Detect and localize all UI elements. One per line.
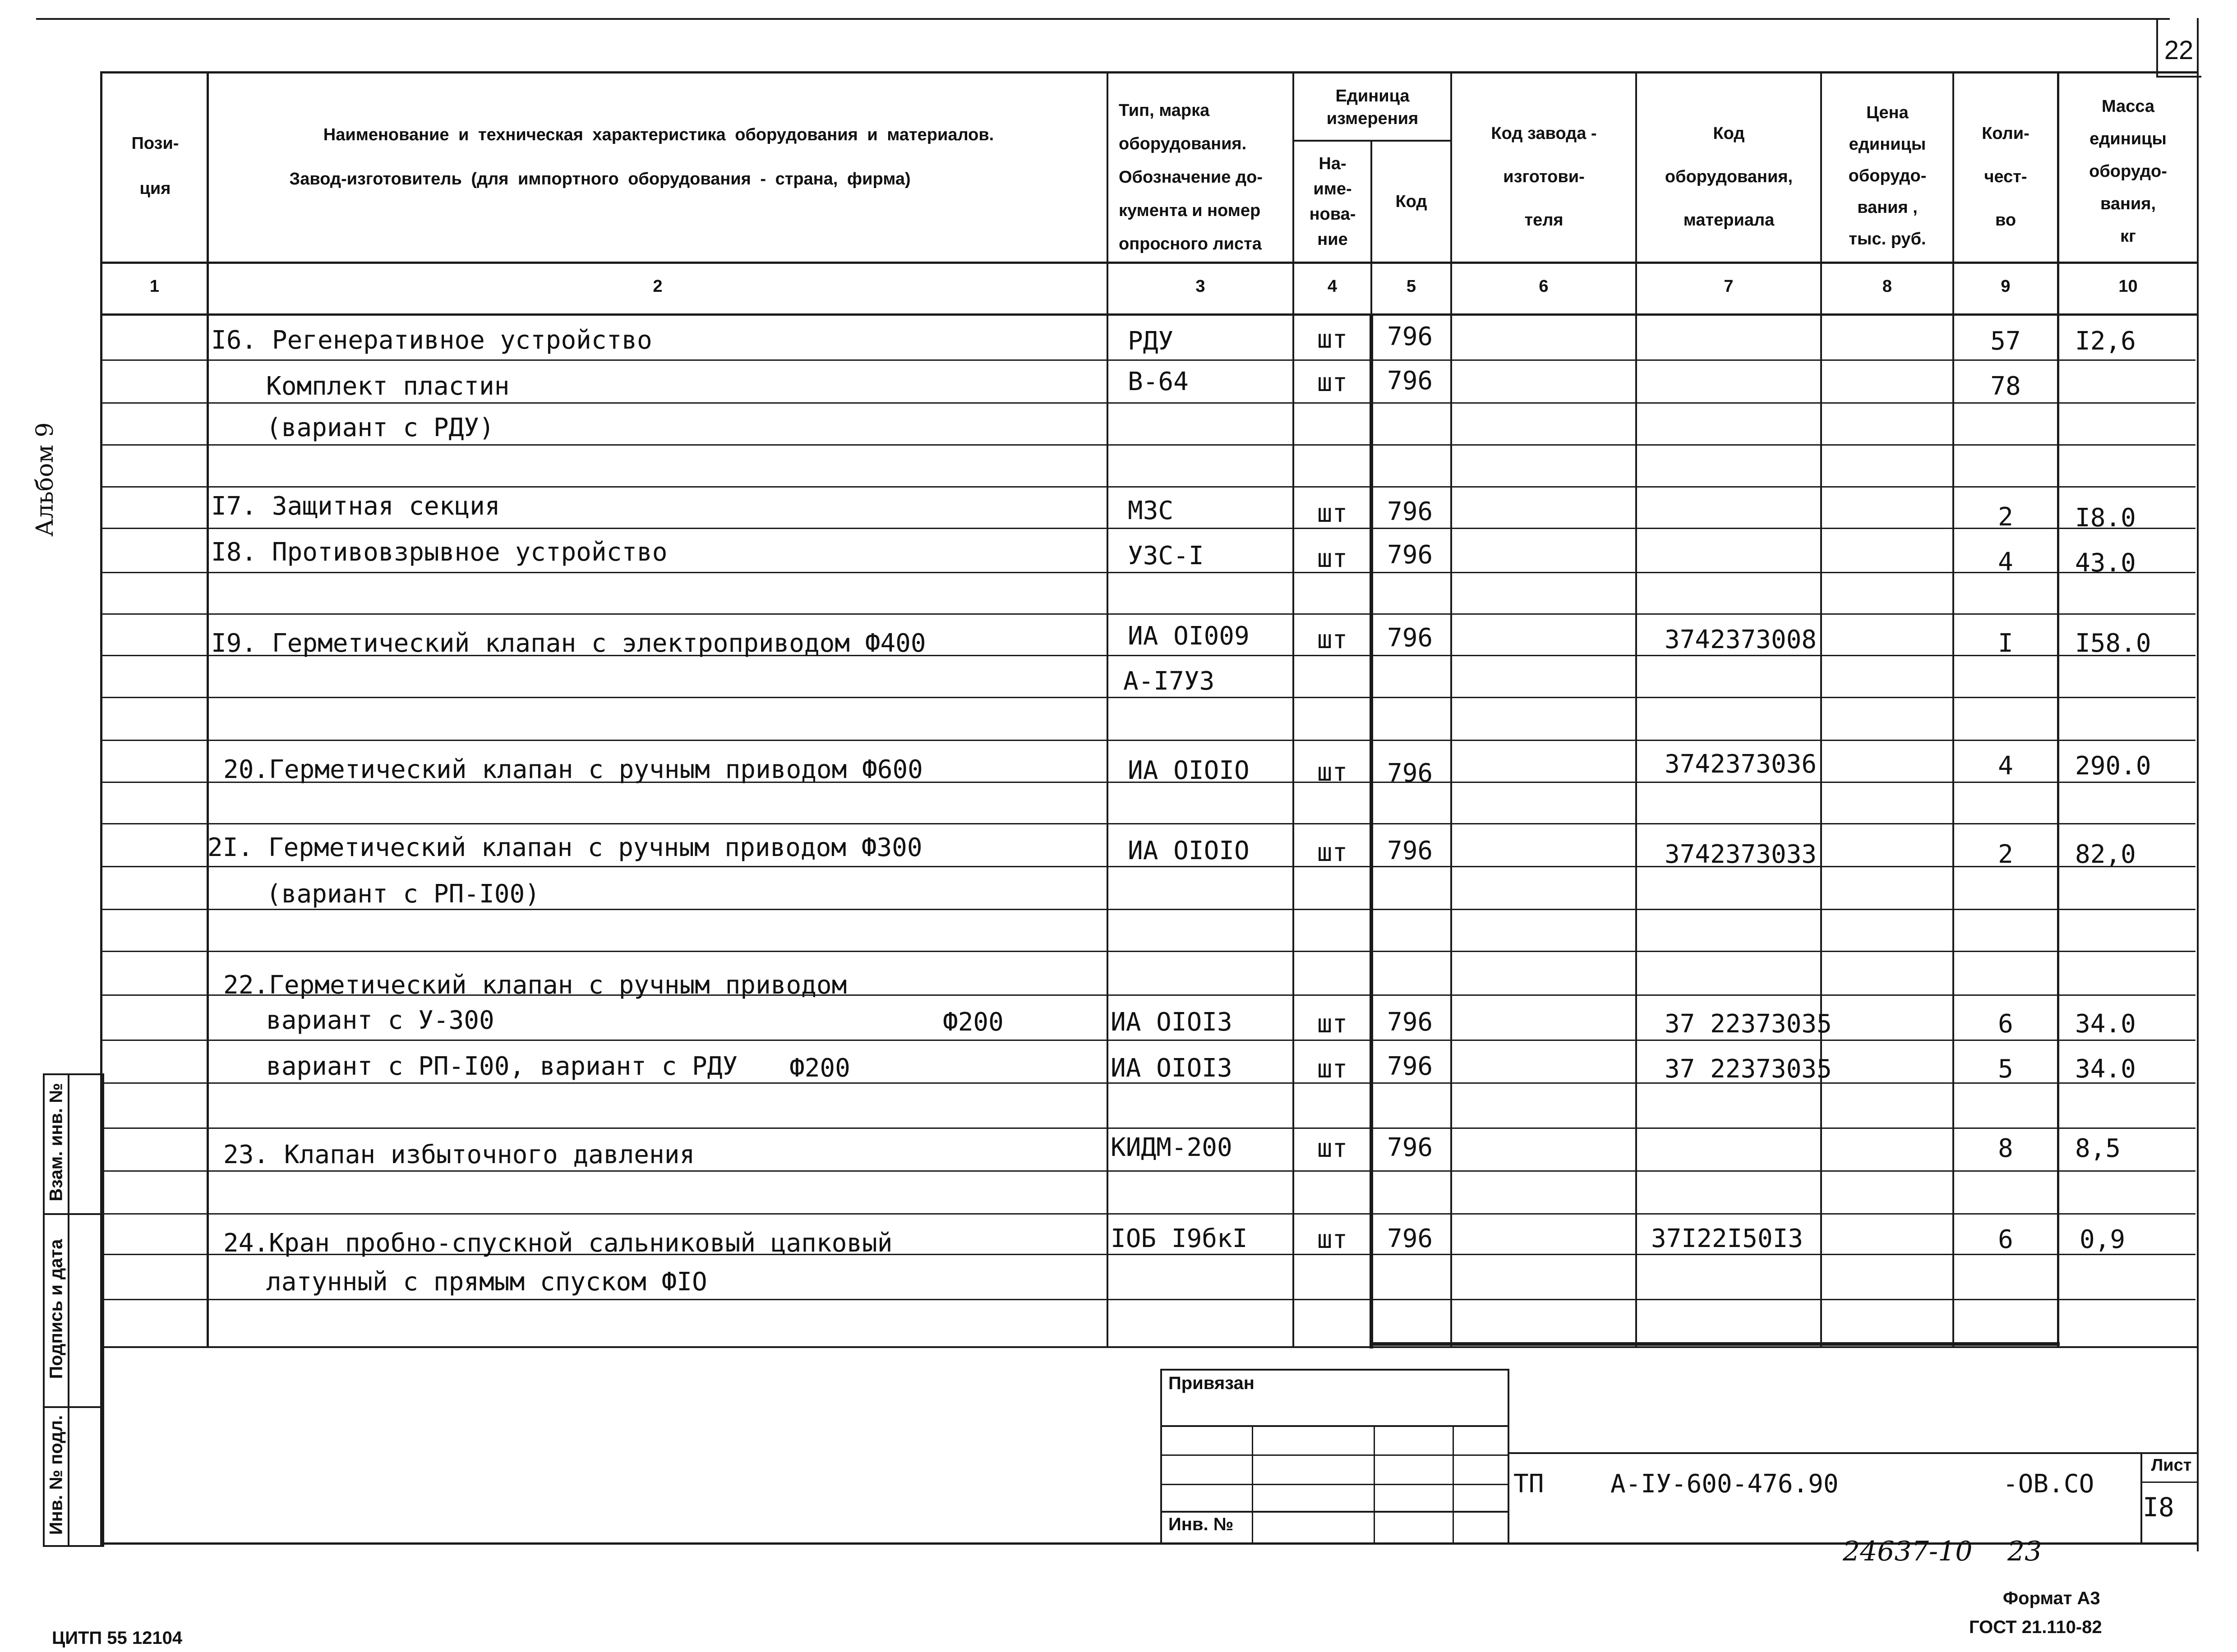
row-mass: I58.0 — [2075, 629, 2151, 658]
row-mass: 8,5 — [2075, 1134, 2121, 1163]
header-bottom — [100, 262, 2198, 264]
row-qty: 4 — [1998, 751, 2013, 781]
row-name: 22.Герметический клапан с ручным приводом — [223, 971, 847, 1000]
row-mass: 82,0 — [2075, 840, 2136, 869]
row-type: ИА ОIОI3 — [1111, 1008, 1232, 1037]
top-border — [36, 18, 2170, 20]
header-price: Цена единицы оборудо- вания , тыс. руб. — [1848, 103, 1927, 248]
row-unit: шт — [1317, 625, 1348, 654]
row-type: IОБ I9бкI — [1111, 1224, 1248, 1253]
col-num-10: 10 — [2118, 277, 2138, 296]
footer-gost: ГОСТ 21.110-82 — [1969, 1617, 2102, 1637]
col-line-6 — [1635, 71, 1637, 1348]
row-mass: 34.0 — [2075, 1054, 2136, 1084]
header-unit-code: Код — [1395, 192, 1427, 211]
row-equip: 37I22I50I3 — [1651, 1224, 1803, 1253]
header-mass: Масса единицы оборудо- вания, кг — [2089, 97, 2167, 246]
row-equip: 3742373033 — [1665, 840, 1817, 869]
col-num-1: 1 — [149, 277, 160, 296]
header-plant-code: Код завода - изготови- теля — [1491, 124, 1597, 230]
row-unit: шт — [1317, 499, 1348, 528]
table-top — [100, 71, 2198, 74]
handwritten-archive: 24637-10 — [1843, 1536, 1973, 1567]
row-qty: 57 — [1990, 327, 2021, 356]
header-qty: Коли- чест- во — [1982, 124, 2029, 230]
row-name: 23. Клапан избыточного давления — [223, 1140, 695, 1169]
row-qty: 2 — [1998, 502, 2013, 532]
stamp-suffix: -ОВ.СО — [2003, 1469, 2094, 1499]
row-type: ИА ОIОI3 — [1111, 1054, 1232, 1083]
sheet-number-box — [2156, 18, 2158, 77]
col-num-2: 2 — [653, 277, 663, 296]
side-stamp-podpis: Подпись и дата — [46, 1239, 66, 1379]
row-dia: Ф200 — [789, 1054, 850, 1083]
stamp-designation: А-IУ-600-476.90 — [1610, 1469, 1839, 1499]
row-name: 20.Герметический клапан с ручным приводом Ф600 — [223, 755, 923, 784]
row-mass: 34.0 — [2075, 1009, 2136, 1039]
row-type: ИА ОIОIО — [1128, 836, 1250, 865]
row-mass: I2,6 — [2075, 327, 2136, 356]
row-qty: 4 — [1998, 548, 2013, 577]
header-equip-code: Код оборудования, материала — [1665, 124, 1793, 230]
row-code: 796 — [1387, 623, 1433, 653]
row-code: 796 — [1387, 366, 1433, 396]
numbers-bottom — [100, 313, 2198, 316]
row-qty: 6 — [1998, 1009, 2013, 1039]
unit-subheader-line — [1292, 140, 1451, 142]
row-name: (вариант с РП-I00) — [266, 879, 540, 909]
col-num-7: 7 — [1724, 277, 1734, 296]
row-qty: 8 — [1998, 1134, 2013, 1163]
row-name: 2I. Герметический клапан с ручным приводом Ф300 — [208, 833, 922, 862]
side-stamp-inv: Инв. № подл. — [46, 1415, 66, 1535]
header-name-line1: Наименование и техническая характеристика оборудования и материалов. — [323, 125, 994, 144]
heavy-bottom — [1370, 1342, 2060, 1346]
col-line-5 — [1450, 71, 1452, 1348]
side-stamp-vzam: Взам. инв. № — [46, 1083, 66, 1201]
row-code: 796 — [1387, 1224, 1433, 1253]
row-code: 796 — [1387, 322, 1433, 351]
row-code: 796 — [1387, 1052, 1433, 1081]
col-num-4: 4 — [1327, 277, 1338, 296]
col-num-5: 5 — [1406, 277, 1416, 296]
stamp-privyazan: Привязан — [1168, 1373, 1255, 1393]
row-unit: шт — [1317, 838, 1348, 867]
col-line-2 — [1107, 71, 1108, 1348]
row-type: В-64 — [1128, 367, 1189, 396]
row-mass: 290.0 — [2075, 751, 2151, 781]
row-qty: 2 — [1998, 840, 2013, 869]
row-name: I9. Герметический клапан с электроприводом Ф400 — [211, 629, 926, 658]
row-type: КИДМ-200 — [1111, 1133, 1232, 1162]
row-unit: шт — [1317, 1009, 1348, 1039]
row-equip: 37 22373035 — [1665, 1054, 1832, 1084]
col-line-1 — [207, 71, 209, 1348]
row-code: 796 — [1387, 497, 1433, 526]
row-name: Комплект пластин — [266, 372, 510, 401]
row-name: вариант с У-300 — [266, 1006, 494, 1035]
sheet-number: 22 — [2164, 36, 2194, 65]
row-type: МЗС — [1128, 496, 1174, 525]
col-line-9 — [2057, 71, 2059, 1348]
row-qty: 78 — [1990, 372, 2021, 401]
stamp-list-label: Лист — [2151, 1456, 2192, 1475]
col-num-9: 9 — [2001, 277, 2011, 296]
row-qty: I — [1998, 629, 2013, 658]
col-num-6: 6 — [1539, 277, 1549, 296]
row-unit: шт — [1317, 368, 1348, 397]
row-type: РДУ — [1128, 327, 1174, 356]
header-type: Тип, марка оборудования. Обозначение до- кумента и номер опросного листа — [1119, 101, 1263, 253]
row-code: 796 — [1387, 836, 1433, 865]
row-code: 796 — [1387, 1133, 1433, 1162]
row-code: 796 — [1387, 759, 1433, 788]
row-mass: 43.0 — [2075, 548, 2136, 578]
header-name-line2: Завод-изготовитель (для импортного оборудования - страна, фирма) — [289, 170, 911, 189]
header-unit-group: Единица измерения — [1326, 87, 1419, 128]
row-type: ИА ОI009 — [1128, 621, 1250, 651]
row-unit: шт — [1317, 544, 1348, 573]
row-mass: 0,9 — [2080, 1225, 2126, 1254]
row-type: ИА ОIОIО — [1128, 756, 1250, 785]
table-bottom — [100, 1346, 2198, 1348]
row-unit: шт — [1317, 1134, 1348, 1163]
stamp-inv-no: Инв. № — [1168, 1514, 1234, 1534]
row-name: I8. Противовзрывное устройство — [211, 538, 668, 567]
col-num-8: 8 — [1882, 277, 1892, 296]
row-qty: 6 — [1998, 1225, 2013, 1254]
row-equip: 3742373036 — [1665, 750, 1817, 779]
row-name: (вариант с РДУ) — [266, 413, 494, 442]
row-mass: I8.0 — [2075, 503, 2136, 533]
handwritten-page: 23 — [2007, 1536, 2042, 1567]
album-label: Альбом 9 — [32, 422, 59, 537]
stamp-tp: ТП — [1513, 1469, 1544, 1499]
row-name: латунный с прямым спуском ФIО — [266, 1267, 707, 1297]
right-border — [2197, 18, 2199, 1551]
row-type: УЗС-I — [1128, 541, 1204, 571]
row-code: 796 — [1387, 1008, 1433, 1037]
stamp-list-no: I8 — [2143, 1492, 2174, 1523]
row-name: I7. Защитная секция — [211, 492, 500, 521]
row-equip: 3742373008 — [1665, 625, 1817, 654]
row-equip: 37 22373035 — [1665, 1009, 1832, 1039]
heavy-left — [1370, 316, 1373, 1348]
row-code: 796 — [1387, 540, 1433, 570]
sheet-number-box-bottom — [2156, 76, 2201, 78]
row-name: вариант с РП-I00, вариант с РДУ — [266, 1052, 738, 1081]
footer-citp: ЦИТП 55 12104 — [52, 1628, 183, 1648]
header-unit-name: На- име- нова- ние — [1309, 154, 1356, 249]
row-unit: шт — [1317, 758, 1348, 787]
col-num-3: 3 — [1195, 277, 1205, 296]
row-dia: Ф200 — [943, 1008, 1004, 1037]
row-name: I6. Регенеративное устройство — [211, 326, 652, 355]
row-type: А-I7У3 — [1123, 667, 1215, 696]
footer-format: Формат А3 — [2003, 1588, 2100, 1608]
row-name: 24.Кран пробно-спускной сальниковый цапковый — [223, 1229, 893, 1258]
row-qty: 5 — [1998, 1054, 2013, 1084]
row-unit: шт — [1317, 1225, 1348, 1254]
row-unit: шт — [1317, 1054, 1348, 1084]
row-unit: шт — [1317, 325, 1348, 354]
header-pos: Пози- ция — [131, 134, 179, 198]
col-line-7 — [1820, 71, 1822, 1348]
